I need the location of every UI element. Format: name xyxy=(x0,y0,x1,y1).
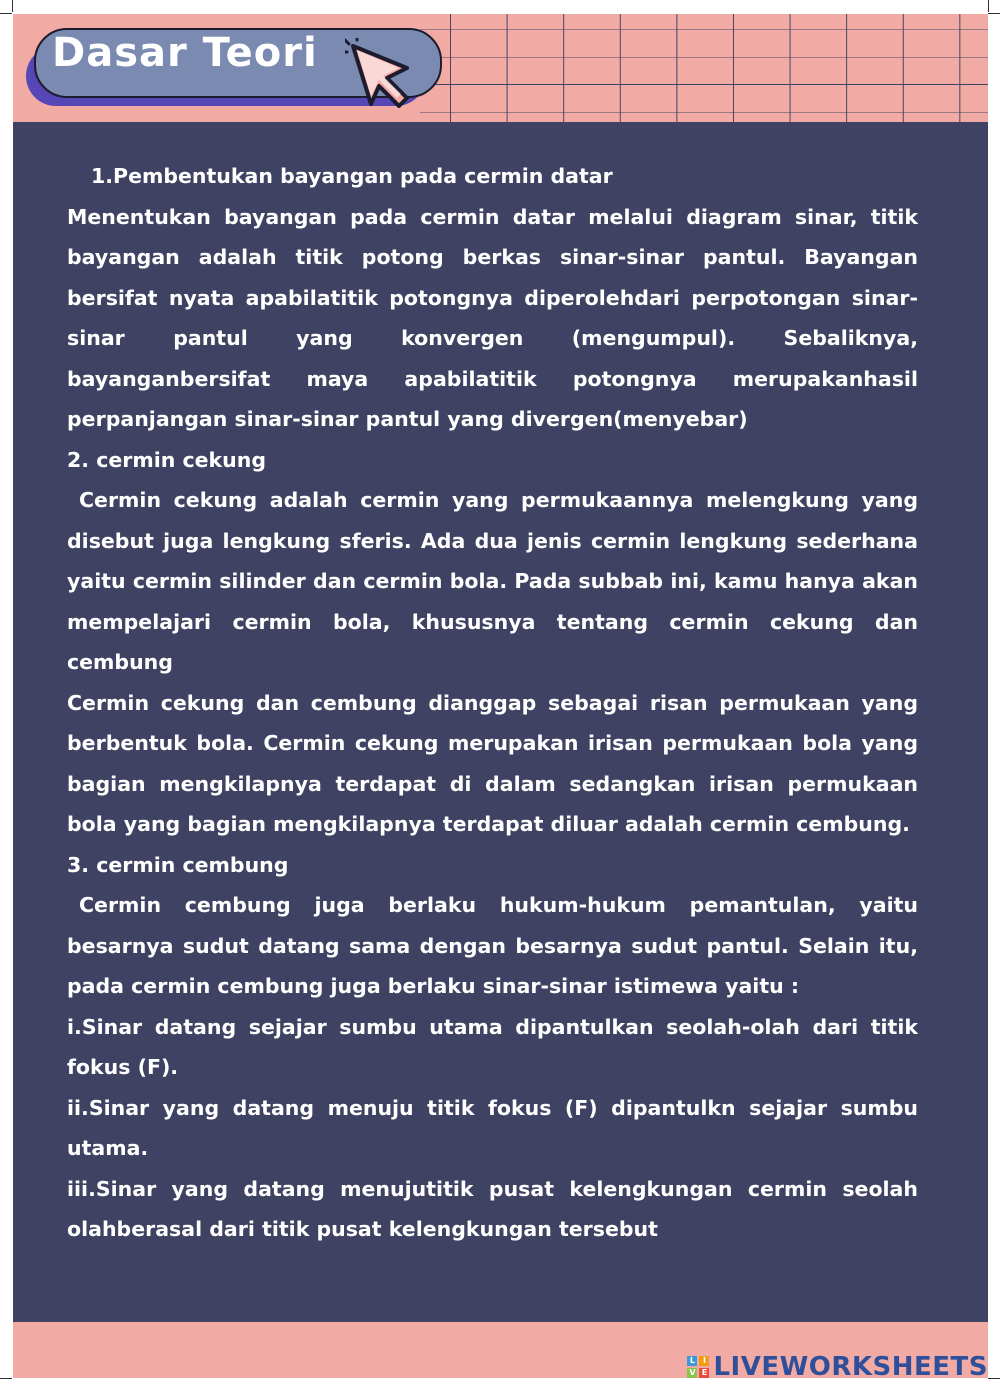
logo-letter: E xyxy=(699,1368,709,1378)
cursor-arrow-icon xyxy=(345,38,421,114)
crop-mark xyxy=(0,1378,12,1379)
crop-mark xyxy=(988,0,989,12)
crop-mark xyxy=(988,13,1000,14)
logo-letter: V xyxy=(689,1368,696,1377)
section-2-body-1: Cermin cekung adalah cermin yang permukaannya melengkung yang disebut juga lengkung sferis. Ada dua jenis cermin lengkung sederhana yaitu cermin silinder dan cermin bola. Pada subbab ini, kamu hanya akan mempelajari cermin bola, khususnya tentang cermin cekung dan cembung xyxy=(67,488,918,674)
section-3-item-1: i.Sinar datang sejajar sumbu utama dipantulkan seolah-olah dari titik fokus (F). xyxy=(67,1014,918,1079)
section-2-body-2: Cermin cekung dan cembung dianggap sebagai risan permukaan yang berbentuk bola. Cermin cekung merupakan irisan permukaan bola yang bagian mengkilapnya terdapat di dalam sedangkan irisan permukaan bola yang bagian mengkilapnya terdapat diluar adalah cermin cembung. xyxy=(67,690,918,836)
section-3-item-2: ii.Sinar yang datang menuju titik fokus (F) dipantulkn sejajar sumbu utama. xyxy=(67,1095,918,1160)
grid-pattern xyxy=(420,14,988,122)
section-3-heading: 3. cermin cembung xyxy=(67,852,289,877)
section-1-body: Menentukan bayangan pada cermin datar melalui diagram sinar, titik bayangan adalah titik potong berkas sinar-sinar pantul. Bayangan bersifat nyata apabilatitik potongnya diperolehdari perpotongan sinar-sinar pantul yang konvergen (mengumpul). Sebaliknya, bayanganbersifat maya apabilatitik potongnya merupakanhasil perpanjangan sinar-sinar pantul yang divergen(menyebar) xyxy=(67,204,918,431)
liveworksheets-logo[interactable] xyxy=(687,1350,988,1384)
section-3-body: Cermin cembung juga berlaku hukum-hukum pemantulan, yaitu besarnya sudut datang sama dengan besarnya sudut pantul. Selain itu, pada cermin cembung juga berlaku sinar-sinar istimewa yaitu : xyxy=(67,893,918,998)
crop-mark xyxy=(0,13,12,14)
crop-mark xyxy=(988,1378,1000,1379)
logo-letter: L xyxy=(687,1356,697,1366)
page-title: Dasar Teori xyxy=(52,30,318,76)
section-2-heading: 2. cermin cekung xyxy=(67,447,267,472)
logo-letter: I xyxy=(699,1356,709,1366)
section-3-item-3: iii.Sinar yang datang menujutitik pusat kelengkungan cermin seolah olahberasal dari titik pusat kelengkungan tersebut xyxy=(67,1176,918,1241)
brand-name: LIVEWORKSHEETS xyxy=(713,1352,988,1382)
section-1-heading: 1.Pembentukan bayangan pada cermin datar xyxy=(91,164,613,188)
crop-mark xyxy=(12,0,13,12)
content-body xyxy=(67,156,918,1250)
logo-icon xyxy=(687,1356,709,1378)
